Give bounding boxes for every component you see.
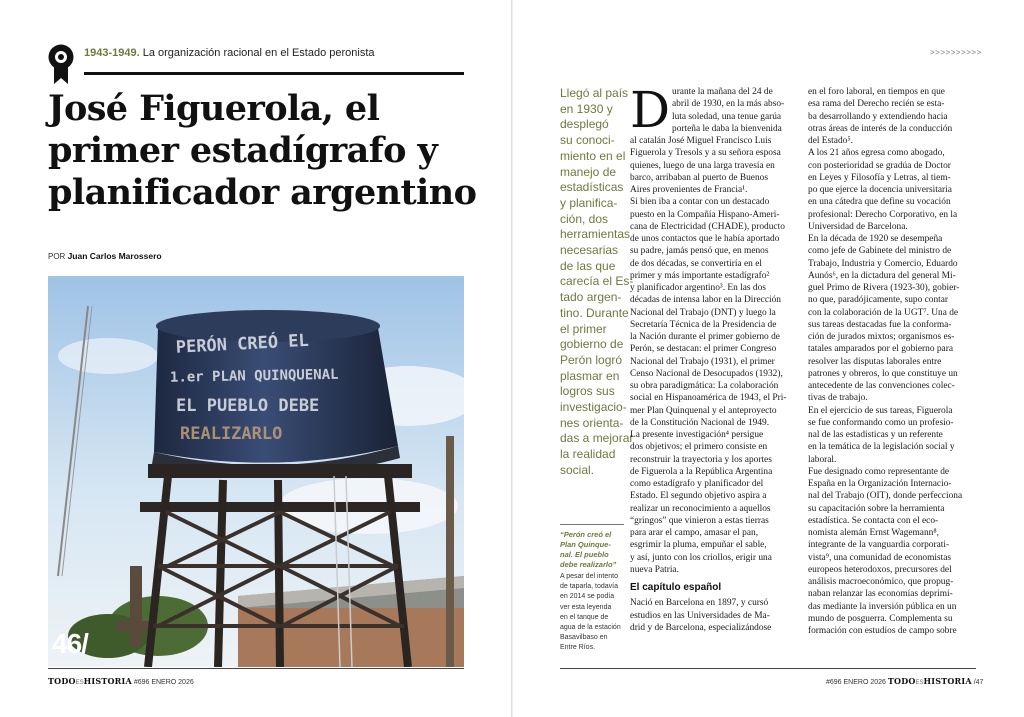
- caption-heading-line: “Perón creó el: [560, 530, 612, 539]
- body-line: luta soledad, una tenue garúa: [672, 111, 782, 122]
- body-line: de unos contactos que le había aportado: [630, 234, 780, 244]
- pull-quote-line: en 1930 y: [560, 101, 613, 116]
- body-line: Aunós⁶, en la dictadura del general Mi-: [808, 270, 956, 281]
- body-line: Perón, se destacan: el primer Congreso: [630, 344, 777, 355]
- caption-heading-line: Plan Quinque-: [560, 540, 611, 549]
- pull-quote-line: herramientas: [560, 227, 631, 242]
- body-line: del Estado⁵.: [808, 136, 853, 146]
- body-line: Fue designado como representante de: [808, 466, 950, 477]
- caption-rule: [560, 524, 624, 525]
- body-line: Figuerola y Tresols y a su señora esposa: [630, 148, 781, 159]
- footer-right: [826, 676, 983, 686]
- body-line: abril de 1930, en la más abso-: [672, 99, 785, 110]
- continue-arrows: >>>>>>>>>>: [930, 48, 982, 57]
- body-line: puesto en la Compañía Hispano-Ameri-: [630, 209, 780, 220]
- caption-body-line: Entre Ríos.: [560, 644, 596, 652]
- body-line: primer y más importante estadígrafo²: [630, 270, 770, 281]
- footer-brand-a: TODO: [48, 676, 76, 686]
- title-line: primer estadígrafo y: [48, 130, 438, 171]
- body-line: ción de jurados mixtos; organismos es-: [808, 332, 955, 342]
- body-line: estudios en las Universidades de Ma-: [630, 610, 770, 621]
- body-line: de dos décadas, se convertiría en el: [630, 258, 762, 269]
- tank-text-line: EL PUEBLO DEBE: [176, 396, 320, 416]
- body-line: “gringos” que vinieron a estas tierras: [630, 515, 769, 526]
- pull-quote-line: logros sus: [560, 384, 615, 399]
- body-line: y así, junto con los criollos, erigir una: [630, 552, 772, 563]
- drop-cap: D: [630, 81, 671, 139]
- pull-quote-line: Llegó al país: [560, 86, 629, 100]
- body-line: su obra paradigmática: La colaboración: [630, 381, 779, 391]
- body-line: quienes, luego de una larga travesía en: [630, 160, 775, 171]
- pull-quote-line: necesarias: [560, 243, 619, 258]
- body-line: décadas de intensa labor en la Dirección: [630, 295, 781, 306]
- pull-quote-line: ción, dos: [560, 211, 609, 226]
- body-line: En el ejercicio de sus tareas, Figuerola: [808, 405, 953, 416]
- pull-quote-line: carecía el Es-: [560, 274, 634, 289]
- body-line: nomista alemán Ernst Wagemann⁸,: [808, 528, 939, 538]
- footer-rule-left: [48, 668, 464, 669]
- body-line: otras áreas de interés de la conducción: [808, 123, 953, 134]
- tank-text-line: 1.er PLAN QUINQUENAL: [169, 366, 339, 386]
- body-line: con la colaboración de la UGT⁷. Una de: [808, 307, 959, 318]
- body-line: barco, arribaban al puerto de Buenos: [630, 172, 768, 183]
- body-line: su capacitación sobre la herramienta: [808, 503, 945, 514]
- tank-text-line: REALIZARLO: [180, 424, 283, 444]
- footer-left: [48, 676, 194, 686]
- byline: [48, 251, 162, 261]
- body-line: estadística. Se contacta con el eco-: [808, 515, 939, 526]
- footer-brand-es: ES: [75, 680, 84, 686]
- pull-quote-line: nes orienta-: [560, 415, 624, 430]
- body-line: mundo de posguerra. Complementa su: [808, 613, 953, 624]
- caption-heading: [560, 530, 626, 570]
- body-line: como estadígrafo y planificador del: [630, 479, 764, 489]
- body-line: mer Plan Quinquenal y el anteproyecto: [630, 405, 777, 416]
- body-line: en el foro laboral, en tiempos en que: [808, 87, 945, 97]
- byline-prefix: POR: [48, 252, 66, 261]
- body-column-2: [808, 86, 976, 637]
- body-line: en la temática de la legislación social y: [808, 442, 955, 453]
- body-line: Nacional del Trabajo (1931), el primer: [630, 356, 775, 367]
- body-line: patrones y obreros, lo que constituye un: [808, 368, 958, 379]
- body-line: Trabajo, Industria y Comercio, Eduardo: [808, 258, 958, 269]
- body-line: naban relanzar las economías deprimi-: [808, 589, 953, 600]
- kicker-years: 1943-1949.: [84, 47, 140, 59]
- body-line: cana de Electricidad (CHADE), producto: [630, 221, 785, 232]
- body-line: para arar el campo, amasar el pan,: [630, 528, 759, 538]
- body-line: A los 21 años egresa como abogado,: [808, 148, 945, 159]
- page-spine: [511, 0, 513, 717]
- pull-quote-line: desplegó: [560, 117, 609, 132]
- byline-author: Juan Carlos Marossero: [67, 251, 162, 261]
- body-line: Estado. El segundo objetivo aspira a: [630, 491, 767, 502]
- pull-quote-line: tino. Durante: [560, 305, 629, 320]
- body-line: Nacional del Trabajo (DNT) y luego la: [630, 307, 776, 318]
- footer-brand-a: TODO: [887, 676, 916, 686]
- body-line: la Nación durante el primer gobierno de: [630, 332, 780, 342]
- footer-rule-right: [560, 668, 976, 669]
- body-line: dos objetivos; el primero consiste en: [630, 442, 768, 453]
- footer-issue: #696 ENERO 2026: [826, 679, 886, 686]
- body-line: laboral.: [808, 454, 837, 465]
- caption-body-line: A pesar del intento: [560, 573, 618, 580]
- pull-quote-line: el primer: [560, 321, 607, 336]
- pull-quote-line: miento en el: [560, 148, 626, 163]
- body-line: nueva Patria.: [630, 564, 679, 575]
- article-title: [48, 88, 477, 214]
- body-line: tatales amparados por el gobierno para: [808, 344, 953, 355]
- body-line: profesional: Derecho Corporativo, en la: [808, 209, 958, 220]
- body-column-1: [630, 81, 798, 634]
- body-line: en una cátedra que define su vocación: [808, 197, 951, 208]
- body-line: nal del Trabajo (OIT), donde perfecciona: [808, 491, 963, 502]
- body-line: Censo Nacional de Desocupados (1932),: [630, 368, 783, 379]
- body-line: Si bien iba a contar con un destacado: [630, 197, 770, 208]
- body-line: esa rama del Derecho recién se esta-: [808, 99, 945, 110]
- body-line: nal de las estadísticas y un referente: [808, 430, 943, 440]
- pull-quote-line: tado argen-: [560, 290, 622, 305]
- body-line: ba desarrollando y extendiendo hacia: [808, 111, 948, 122]
- body-line: drid y de Barcelona, especializándose: [630, 622, 772, 633]
- footer-brand-es: ES: [915, 680, 924, 686]
- footer-brand-b: HISTORIA: [83, 676, 132, 686]
- pull-quote: [560, 86, 634, 479]
- body-line: urante la mañana del 24 de: [672, 87, 773, 97]
- body-line: Secretaría Técnica de la Presidencia de: [630, 319, 777, 330]
- caption-heading-line: nal. El pueblo: [560, 550, 609, 559]
- body-line: En la década de 1920 se desempeña: [808, 234, 943, 244]
- body-line: España en la Organización Internacio-: [808, 479, 952, 489]
- body-line: su padre, jamás pensó que, en menos: [630, 246, 769, 257]
- body-line: La presente investigación⁴ persigue: [630, 430, 764, 440]
- tank-text-line: PERÓN CREÓ EL: [175, 330, 310, 358]
- rosette-icon: [48, 44, 74, 84]
- body-line: Aires provenientes de Francia¹.: [630, 185, 748, 195]
- body-line: esgrimir la pluma, empuñar el sable,: [630, 540, 767, 551]
- page-number-right: /47: [973, 679, 984, 686]
- body-line: se fue conformando como un profesio-: [808, 417, 954, 428]
- body-line: análisis macroeconómico, que propug-: [808, 577, 954, 587]
- body-line: resolver las disputas laborales entre: [808, 356, 942, 367]
- caption-body-line: agua de la estación: [560, 624, 621, 632]
- body-line: social en Hispanoamérica de 1943, el Pri-: [630, 393, 787, 404]
- pull-quote-line: plasmar en: [560, 368, 620, 383]
- body-line: realizar un reconocimiento a aquellos: [630, 503, 771, 514]
- section-subheading: El capítulo español: [630, 582, 722, 593]
- footer-brand-b: HISTORIA: [923, 676, 972, 686]
- caption-body-line: en el tanque de: [560, 613, 609, 621]
- caption-body-line: en 2014 se podía: [560, 593, 615, 601]
- pull-quote-line: manejo de: [560, 164, 617, 179]
- body-line: formación con estudios de campo sobre: [808, 626, 957, 636]
- pull-quote-line: de las que: [560, 258, 616, 273]
- body-line: sus tareas destacadas fue la conforma-: [808, 319, 952, 330]
- title-line: planificador argentino: [48, 172, 477, 213]
- body-line: de la Constitución Nacional de 1949.: [630, 417, 770, 428]
- body-line: Nació en Barcelona en 1897, y cursó: [630, 598, 769, 609]
- pull-quote-line: investigacio-: [560, 400, 627, 415]
- pull-quote-line: la realidad: [560, 447, 616, 462]
- pull-quote-line: y planifica-: [560, 195, 618, 210]
- section-kicker: [84, 47, 375, 59]
- body-line: europeos heterodoxos, precursores del: [808, 564, 952, 575]
- pull-quote-line: Perón logró: [560, 352, 623, 367]
- pull-quote-line: das a mejorar: [560, 431, 634, 446]
- body-line: vista⁹, una comunidad de economistas: [808, 552, 952, 563]
- body-line: reconstruir la trayectoria y los aportes: [630, 454, 772, 465]
- body-line: integrante de la vanguardia corporati-: [808, 540, 950, 551]
- body-line: como jefe de Gabinete del ministro de: [808, 246, 952, 257]
- body-line: Universidad de Barcelona.: [808, 221, 908, 232]
- title-line: José Figuerola, el: [48, 88, 380, 129]
- body-line: con posterioridad se gradúa de Doctor: [808, 160, 951, 171]
- body-line: tivas de trabajo.: [808, 393, 868, 404]
- caption-body-line: Basavilbaso en: [560, 634, 608, 642]
- kicker-topic: La organización racional en el Estado peronista: [142, 47, 375, 59]
- header-rule: [84, 72, 464, 75]
- body-line: en Leyes y Filosofía y Letras, al tiem-: [808, 172, 951, 183]
- body-line: antecedente de las convenciones colec-: [808, 381, 955, 391]
- water-tank-photo: [48, 276, 464, 667]
- body-line: no que, paradójicamente, supo contar: [808, 295, 949, 306]
- body-line: guel Primo de Rivera (1923-30), gobier-: [808, 283, 960, 293]
- page-number-left: 46/: [52, 628, 88, 659]
- caption-body: [560, 572, 626, 654]
- caption-body-line: ver esta leyenda: [560, 603, 612, 611]
- pull-quote-line: su conoci-: [560, 133, 615, 148]
- body-line: porteña le daba la bienvenida: [672, 123, 782, 134]
- body-line: al catalán José Miguel Francisco Luis: [630, 136, 772, 146]
- caption-heading-line: debe realizarlo”: [560, 560, 617, 569]
- body-line: po que ejerce la docencia universitaria: [808, 185, 952, 195]
- caption-body-line: de taparla, todavía: [560, 583, 618, 591]
- pull-quote-line: social.: [560, 462, 595, 477]
- body-line: das mediante la inversión pública en un: [808, 601, 957, 612]
- body-line: de Figuerola a la República Argentina: [630, 466, 773, 477]
- pull-quote-line: estadísticas: [560, 180, 624, 195]
- body-line: y planificador argentino³. En las dos: [630, 283, 766, 293]
- footer-issue: #696 ENERO 2026: [133, 679, 194, 686]
- pull-quote-line: gobierno de: [560, 337, 624, 352]
